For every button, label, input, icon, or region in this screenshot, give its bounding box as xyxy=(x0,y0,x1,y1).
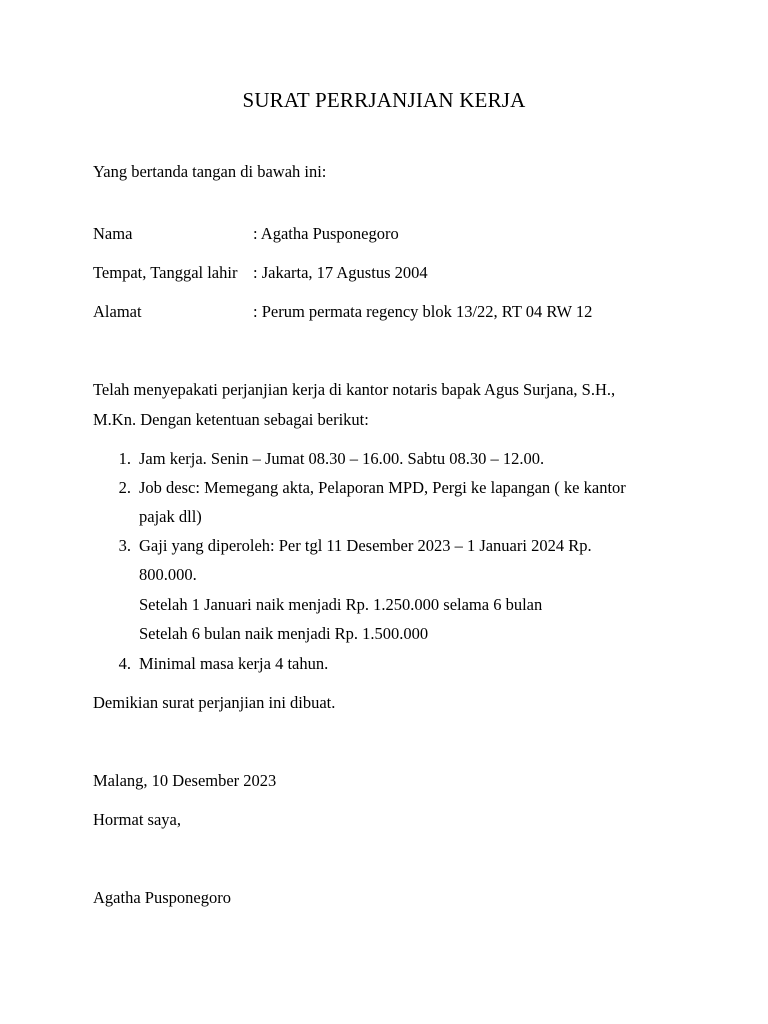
field-value-nama: : Agatha Pusponegoro xyxy=(253,224,399,243)
field-value-alamat: : Perum permata regency blok 13/22, RT 04 RW 12 xyxy=(253,302,593,321)
list-item-text: Job desc: Memegang akta, Pelaporan MPD, Pergi ke lapangan ( ke kantor xyxy=(139,478,626,497)
list-item-text: pajak dll) xyxy=(139,507,202,526)
list-item-text: Setelah 1 Januari naik menjadi Rp. 1.250.000 selama 6 bulan xyxy=(139,595,543,614)
intro-text: Yang bertanda tangan di bawah ini: xyxy=(93,162,327,181)
list-item-number: 1. xyxy=(118,449,131,468)
document-title: SURAT PERRJANJIAN KERJA xyxy=(242,88,526,112)
field-label-nama: Nama xyxy=(93,224,133,243)
list-item-number: 2. xyxy=(118,478,131,497)
agreement-line-1: Telah menyepakati perjanjian kerja di kantor notaris bapak Agus Surjana, S.H., xyxy=(93,380,616,399)
list-item-text: 800.000. xyxy=(139,565,197,584)
signatory-name: Agatha Pusponegoro xyxy=(93,888,231,907)
field-label-ttl: Tempat, Tanggal lahir xyxy=(93,263,238,282)
regards-text: Hormat saya, xyxy=(93,810,181,829)
agreement-line-2: M.Kn. Dengan ketentuan sebagai berikut: xyxy=(93,410,369,429)
list-item-text: Jam kerja. Senin – Jumat 08.30 – 16.00. Sabtu 08.30 – 12.00. xyxy=(139,449,545,468)
list-item-number: 4. xyxy=(118,654,131,673)
field-value-ttl: : Jakarta, 17 Agustus 2004 xyxy=(253,263,428,282)
list-item-number: 3. xyxy=(118,536,131,555)
list-item-text: Minimal masa kerja 4 tahun. xyxy=(139,654,329,673)
list-item-text: Setelah 6 bulan naik menjadi Rp. 1.500.000 xyxy=(139,624,429,643)
field-label-alamat: Alamat xyxy=(93,302,142,321)
closing-text: Demikian surat perjanjian ini dibuat. xyxy=(93,693,336,712)
place-date: Malang, 10 Desember 2023 xyxy=(93,771,277,790)
list-item-text: Gaji yang diperoleh: Per tgl 11 Desember 2023 – 1 Januari 2024 Rp. xyxy=(139,536,592,555)
